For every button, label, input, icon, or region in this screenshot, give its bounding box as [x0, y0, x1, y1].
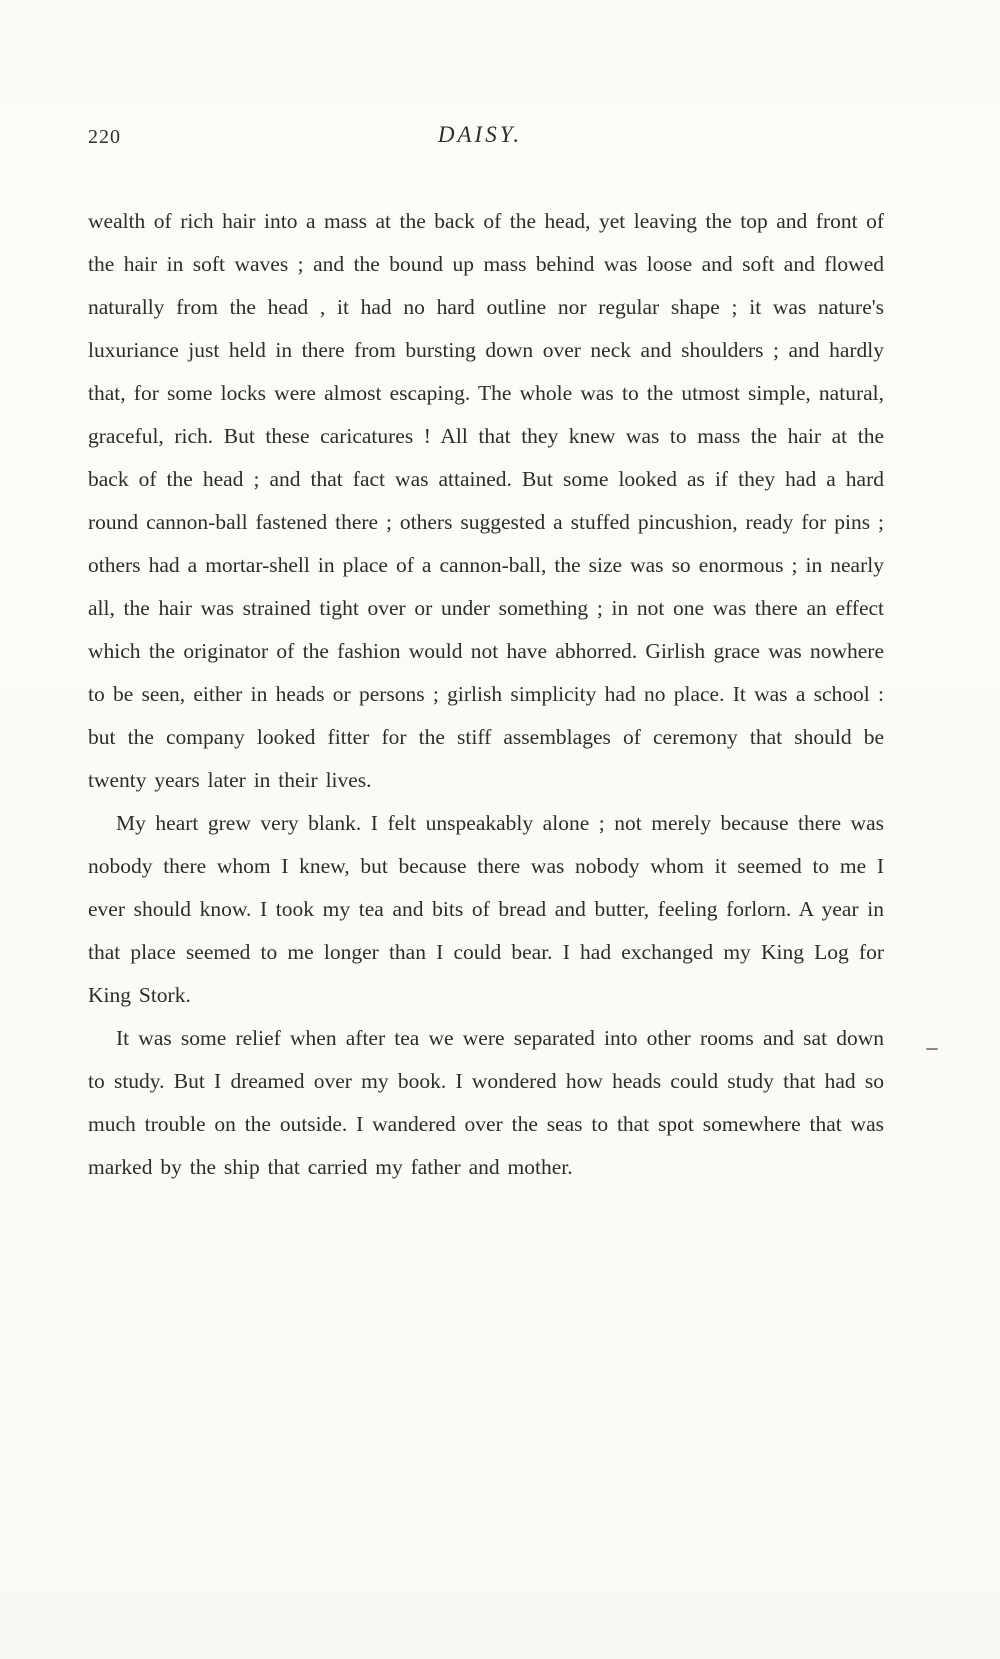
- running-title: DAISY.: [437, 122, 523, 147]
- page-number: 220: [88, 126, 121, 148]
- running-head: [0, 0, 1000, 156]
- margin-scan-artifact: [926, 1048, 938, 1050]
- text-body: [0, 156, 1000, 1189]
- paragraph: wealth of rich hair into a mass at the back of the head, yet leaving the top and front of the hair in soft waves ; and the bound up mass behind was loose and soft and flowed naturally from the head , it had no hard outline nor regular shape ; it was nature's luxuriance just held in there from bursting down over neck and shoulders ; and hardly that, for some locks were almost escaping. The whole was to the utmost simple, natural, graceful, rich. But these caricatures ! All that they knew was to mass the hair at the back of the head ; and that fact was attained. But some looked as if they had a hard round cannon-ball fastened there ; others suggested a stuffed pincushion, ready for pins ; others had a mortar-shell in place of a cannon-ball, the size was so enormous ; in nearly all, the hair was strained tight over or under something ; in not one was there an effect which the originator of the fashion would not have abhorred. Girlish grace was nowhere to be seen, either in heads or persons ; girlish simplicity had no place. It was a school : but the company looked fitter for the stiff assemblages of ceremony that should be twenty years later in their lives.: [88, 209, 884, 792]
- paragraph: My heart grew very blank. I felt unspeakably alone ; not merely because there was nobody there whom I knew, but because there was nobody whom it seemed to me I ever should know. I took my tea and bits of bread and butter, feeling forlorn. A year in that place seemed to me longer than I could bear. I had exchanged my King Log for King Stork.: [88, 811, 884, 1007]
- paragraph: It was some relief when after tea we were separated into other rooms and sat down to study. But I dreamed over my book. I wondered how heads could study that had so much trouble on the outside. I wandered over the seas to that spot somewhere that was marked by the ship that carried my father and mother.: [88, 1026, 884, 1179]
